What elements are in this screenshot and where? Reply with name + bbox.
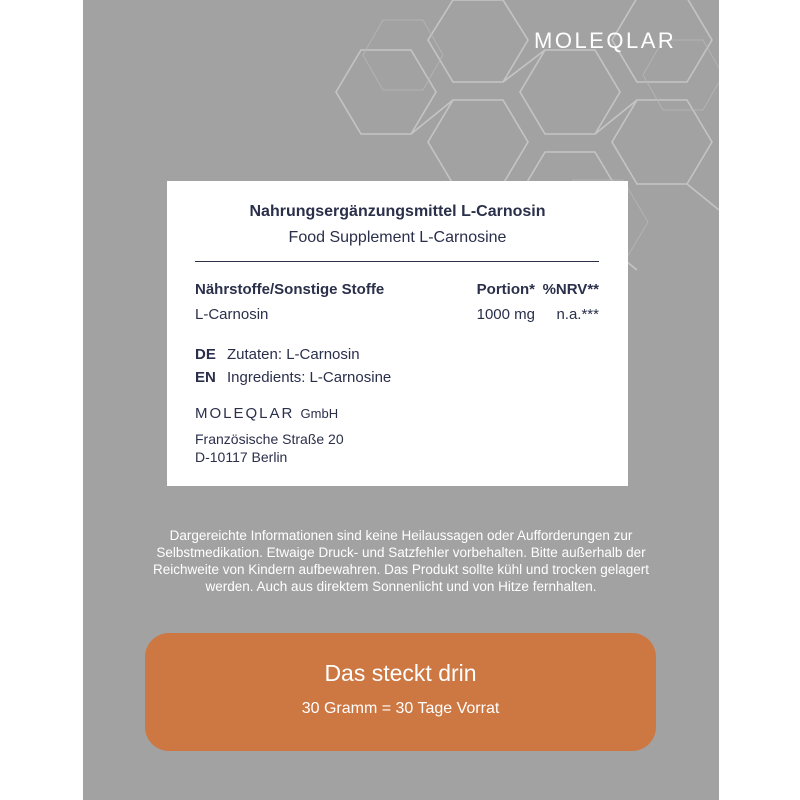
contents-banner xyxy=(145,633,656,751)
brand-logo: MOLEQLAR xyxy=(534,28,677,53)
cell-portion: 1000 mg xyxy=(476,306,535,323)
lang-code-en: EN xyxy=(195,369,216,386)
header-nutrients: Nährstoffe/Sonstige Stoffe xyxy=(195,281,385,298)
banner-subtitle: 30 Gramm = 30 Tage Vorrat xyxy=(301,700,500,717)
ingredients-de-text: Zutaten: L-Carnosin xyxy=(227,346,360,363)
company-street: Französische Straße 20 xyxy=(195,431,344,447)
header-portion: Portion* xyxy=(476,281,535,298)
company-brand: MOLEQLAR xyxy=(195,405,295,422)
label-title: Nahrungsergänzungsmittel L-Carnosin xyxy=(249,203,546,220)
company-city: D-10117 Berlin xyxy=(195,449,288,465)
cell-nutrient: L-Carnosin xyxy=(195,306,269,323)
ingredients-en-text: Ingredients: L-Carnosine xyxy=(227,369,392,386)
header-nrv: %NRV** xyxy=(542,281,599,298)
lang-code-de: DE xyxy=(195,346,216,363)
company-name xyxy=(195,405,338,422)
cell-nrv: n.a.*** xyxy=(556,306,599,323)
nutrition-label xyxy=(167,181,628,486)
product-panel xyxy=(83,0,719,800)
company-suffix: GmbH xyxy=(300,406,339,421)
label-subtitle: Food Supplement L-Carnosine xyxy=(288,229,507,246)
ingredients-en xyxy=(195,369,391,386)
disclaimer-text: Dargereichte Informationen sind keine Heilaussagen oder Aufforderungen zur Selbstmedikation. Etwaige Druck- und Satzfehler vorbehalten. Bitte außerhalb der Reichweite von Kindern aufbewahren. Das Produkt sollte kühl und trocken gelagert werden. Auch aus direktem Sonnenlicht und von Hitze fernhalten. xyxy=(152,528,650,594)
banner-title: Das steckt drin xyxy=(324,660,477,686)
ingredients-de xyxy=(195,346,360,363)
label-divider xyxy=(195,261,599,262)
